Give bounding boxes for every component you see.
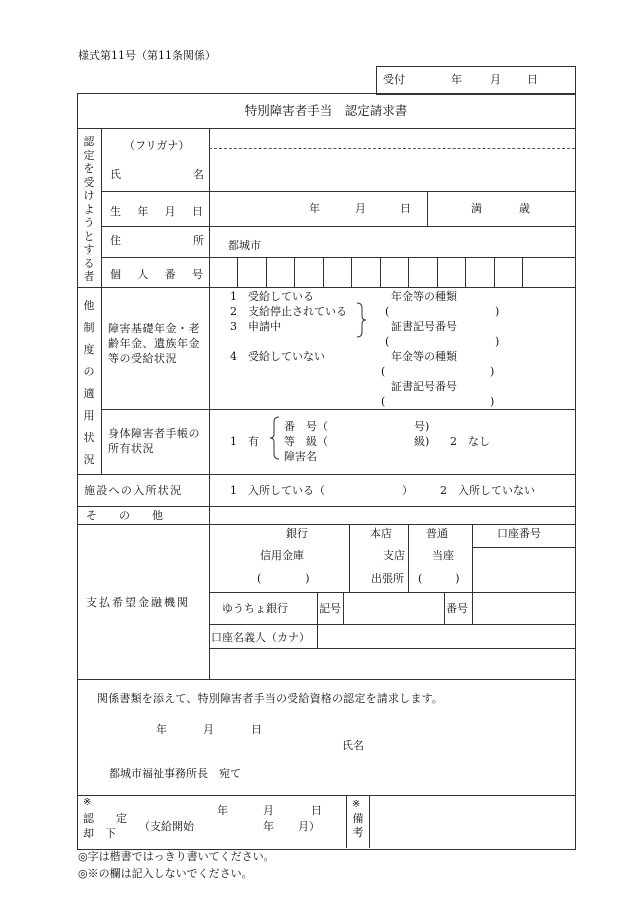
bank-yucho-label: ゆうちょ銀行	[222, 602, 288, 615]
pension-opt2: 2 支給停止されている	[230, 305, 347, 318]
office-day: 日	[311, 804, 322, 817]
declaration-day: 日	[251, 723, 262, 736]
bank-number-label: 番号	[446, 602, 468, 615]
bank-current: 当座	[432, 549, 454, 562]
remarks-label: 備 考	[352, 812, 364, 839]
facility-opt2: 2 入所していない	[440, 484, 535, 497]
handbook-none: 2 なし	[450, 435, 490, 448]
bank-sub-branch: 出張所	[371, 572, 404, 585]
birth-label: 生 年 月 日	[110, 205, 203, 218]
name-label-1: 氏	[110, 168, 121, 181]
bank-paren-small: ( )	[418, 572, 460, 585]
birth-day: 日	[400, 202, 411, 215]
office-year: 年	[217, 804, 228, 817]
bank-branch: 支店	[383, 549, 405, 562]
bank-bank-label: 銀行	[286, 527, 308, 540]
address-label-1: 住	[110, 234, 121, 247]
receipt-year: 年	[451, 73, 462, 86]
receipt-day: 日	[527, 73, 538, 86]
brace-icon-2	[268, 416, 280, 460]
office-payment-month: 月）	[298, 820, 320, 833]
paren-close-2: )	[495, 335, 500, 348]
handbook-label: 身体障害者手帳の所有状況	[108, 427, 200, 455]
birth-month: 月	[355, 202, 366, 215]
office-mark: ※	[83, 797, 92, 808]
address-value: 都城市	[228, 239, 261, 252]
office-month: 月	[263, 804, 274, 817]
paren-open-3: (	[381, 365, 386, 378]
facility-label: 施設への入所状況	[84, 484, 183, 497]
office-payment-start: （支給開始	[139, 820, 194, 833]
age-label-2: 歳	[519, 202, 530, 215]
receipt-month: 月	[490, 73, 501, 86]
other-systems-side-label: 他 制 度 の 適 用 状 況	[83, 299, 95, 466]
handbook-grade-close: 級)	[414, 435, 430, 448]
note-2: ◎※の欄は記入しないでください。	[78, 867, 253, 880]
birth-year: 年	[309, 202, 320, 215]
declaration-addressee: 都城市福祉事務所長 宛て	[109, 767, 241, 780]
disability-name-label: 障害名	[284, 450, 317, 463]
paren-close-1: )	[495, 305, 500, 318]
paren-open-1: (	[385, 305, 390, 318]
note-1: ◎字は楷書ではっきり書いてください。	[78, 850, 275, 863]
remarks-mark: ※	[352, 799, 361, 810]
cert-number-label-2: 証書記号番号	[391, 380, 457, 393]
facility-opt1: 1 入所している（	[230, 484, 325, 497]
handbook-number-close: 号)	[414, 420, 430, 433]
receipt-label: 受付	[383, 73, 405, 86]
bank-head-office: 本店	[370, 527, 392, 540]
pension-type-label-2: 年金等の種類	[391, 350, 457, 363]
paren-close-4: )	[490, 395, 495, 408]
brace-icon	[355, 302, 367, 338]
pension-opt4: 4 受給していない	[230, 350, 325, 363]
form-number: 様式第11号（第11条関係）	[78, 49, 216, 62]
paren-close-3: )	[490, 365, 495, 378]
name-label-2: 名	[193, 168, 204, 181]
handbook-has: 1 有	[230, 435, 259, 448]
pension-opt1: 1 受給している	[230, 290, 314, 303]
bank-label: 支払希望金融機関	[86, 596, 190, 609]
paren-open-2: (	[385, 335, 390, 348]
mynumber-label: 個 人 番 号	[110, 268, 203, 281]
bank-savings: 普通	[426, 527, 448, 540]
address-label-2: 所	[193, 234, 204, 247]
handbook-number-label: 番 号（	[284, 420, 328, 433]
office-rejection: 却 下	[83, 827, 116, 840]
pension-label: 障害基礎年金・老齢年金、遺族年金等の受給状況	[108, 322, 200, 365]
declaration-month: 月	[203, 723, 214, 736]
bank-paren: ( )	[257, 572, 310, 585]
office-approval: 認 定	[83, 812, 127, 825]
other-label: そ の 他	[86, 509, 163, 522]
receipt-box	[376, 66, 576, 95]
handbook-grade-label: 等 級（	[284, 435, 328, 448]
bank-holder-label: 口座名義人（カナ）	[211, 631, 310, 644]
pension-opt3: 3 申請中	[230, 320, 281, 333]
signature-label: 氏名	[342, 739, 364, 752]
office-payment-year: 年	[263, 820, 274, 833]
bank-shinkin-label: 信用金庫	[260, 549, 304, 562]
bank-account-number-label: 口座番号	[497, 527, 541, 540]
facility-opt1-close: ）	[402, 484, 413, 497]
declaration-text: 関係書類を添えて、特別障害者手当の受給資格の認定を請求します。	[97, 692, 444, 705]
declaration-year: 年	[156, 723, 167, 736]
pension-type-label-1: 年金等の種類	[391, 290, 457, 303]
furigana-label: （フリガナ）	[124, 139, 190, 152]
paren-open-4: (	[381, 395, 386, 408]
cert-number-label-1: 証書記号番号	[391, 320, 457, 333]
age-label-1: 満	[471, 202, 482, 215]
applicant-side-label: 認 定 を 受 け よ う と す る 者	[83, 135, 95, 283]
form-title: 特別障害者手当 認定請求書	[244, 103, 408, 118]
bank-symbol-label: 記号	[319, 602, 341, 615]
